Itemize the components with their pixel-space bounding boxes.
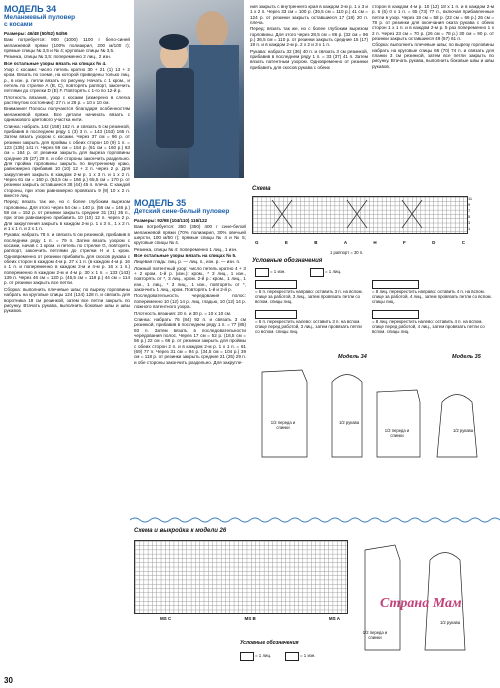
schema26-legend-purl-box [285,652,299,661]
legend-cable-left8-box [372,310,419,319]
pattern-label-35: Модель 35 [452,354,481,360]
model34-rib: Резинка, спицы № 3,5: попеременно 2 лиц., 2 изн. [4,54,112,60]
photo-illustration [134,0,244,178]
schema26-legend-purl: = 1 изн. [300,653,316,658]
model34-column [4,4,130,315]
ms-label: MS C [160,616,172,621]
model35-column [134,198,246,366]
model34-other: Все остальные узоры вязать на спицах № 4. [4,60,107,66]
schema26-legend-knit-box [240,652,254,661]
model34-back: Спинка: набрать 142 (158) 162 п. и связать 5 см резинкой, прибавив в последнем ряду 1 (3) 3 п. = 143 (153) 165 п. Затем вязать узором с косами. Через 37 см = 96 р. от резинки закрыть для проймы с обеих сторон 10 (9) 1 п. = 123 (135) 141 п. Через 59 см = 154 р. (61 см = 160 р.) 63 см = 164 р. от резинки закрыть для выреза горловины средние 25 (27) 29 п. и обе стороны закончить раздельно. Для пройма горловины закрыть по внутреннему краю, равномерно прибавив 10 (10) 12 + 2 п. через 2 р. Для закругления закрыть в каждом 2-м р. 1 х 3 п. и 1 х 2 п. Через 61 см = 160 р. (63,5 см = 166 р.) 65,5 см = 170 р. от резинки закрыть оставшиеся 38 (44) 45 п. плеча. С каждой стороны, при этом равномерно провязать 9 (9) 10 х 2 п. вместе лиц. [4,123,130,198]
model34-attention: Внимание! Полосы получаются благодаря особенностям меланжевой пряжи. Все детали начинать вязать с одинакового цветового участка нити. [4,106,130,123]
column2-sleeves: Рукава: набрать 32 (36) 40 п. и связать 3 см резинкой, прибавив в последнем ряду 1 п. = 33 (37) 41 п. Затем вязать патентным узором. Одновременно от резинки прибавить для скосов рукава с обеих [250,48,368,70]
column3-top [372,4,494,70]
pattern-label-34: Модель 34 [338,354,367,360]
arrow-label: B [314,240,318,245]
row-number: 11 [468,196,473,201]
schema26-front-back: 1/2 переда и спинки [362,630,388,640]
column3-text1: сторон в каждом 4-м р. 10 (12) 18 х 1 п. и в каждом 2-м р. 6 (6) 0 х 1 п. = 65 (73) 77 п., включая прибавленные петли в узор. Через 19 см = 58 р. (22 см = 66 р.) 26 см = 78 р. от резинки для окончания оката рукава с обеих сторон 1 х 1 п. и в каждом 2-м р. 5 раз попеременно 1 х 2 п. Через 23 см = 70 р. (26 см = 78 р.) 30 см = 90 р. от резинки закрыть оставшиеся 49 (57) 61 п. [372,4,494,42]
model35-back: Спинка: набрать 76 (84) 92 п. и связать 3 см резинкой, прибавив в последнем ряду 1 п. = 77 (85) 93 п. Затем вязать в последовательности чередования полос. Через 17 см = 52 р. (18,5 см = 56 р.) 22 см = 66 р. от резинки закрыть для проймы с обеих сторон 2 п. и в каждом 2-м р. 1 х 1 п. = 61 (69) 77 п. Через 31 см = 94 р. (34,5 см = 104 р.) 39 см = 118 р. от резинки закрыть средние 21 (25) 29 п. и обе стороны закончить раздельно. Для закругле- [134,316,246,365]
model34-title-1: Меланжевый пуловер [4,14,76,21]
legend-cable-left6-box [255,310,297,319]
legend-cable-left6: = 6 п. перекрестить налево: оставить 3 п. на вспом. спице перед работой, 3 лиц., затем провязать петли со вспом. спицы лиц. [255,319,362,334]
model35-title: Детский сине-белый пуловер [134,208,230,215]
column2-front: Перед: вязать так же, но с более глубоким вырезом горловины. Для этого через 28,5 см = 86 р. (32 см = 96 р.) 36,5 см = 110 р. от резинки закрыть средние 15 (17) 19 п. и в каждом 2-м р. 2 х 2 и 3 х 1 п. [250,26,368,48]
schema26-title: Схема и выкройка к модели 26 [134,528,227,534]
ms-label: MS B [244,616,256,621]
legend-cable-right6-box [255,280,297,289]
arrow-label: C [461,240,465,245]
legend-knit: = 1 лиц. [325,269,342,274]
model34-materials: Вам потребуется: 900 (1000) 1100 г бело-синей меланжевой пряжи (100% полиакрил, 200 м/100 г); прямые спицы № 3,5 и № 4; круговые спицы № 3,5. [4,37,130,54]
arrow-label: F [403,240,406,245]
arrow-label: A [343,240,348,245]
legend-title: Условные обозначения [252,258,323,264]
model34-number: МОДЕЛЬ 34 [4,4,57,14]
model35-sequence: Последовательность чередования полос: попеременно 10 (12) 14 р. лиц. гладью, 10 (12) 14 р. ложного патентного узора. [134,293,246,310]
pattern35-front-back: 1/2 переда и спинки [384,428,410,438]
ms-label: MS A [328,616,340,621]
row-number: 1 [468,226,471,231]
model34-front: Перед: вязать так же, но с более глубоким вырезом горловины. Для этого через 54 см = 140 р. (56 см = 146 р.) 58 см = 152 р. от резинки закрыть средние 31 (31) 35 п., при этом равномерно прибавить 10 (10) 12 п. через 2 р. Для закругления закрыть в каждом 2-м р. 1 х 3 п., 1 х 2 п. и 1 х 1 п. и 2 х 1 п. [4,199,130,232]
schema26-grid [134,540,348,614]
schema26-sleeve: 1/2 рукава [439,620,461,625]
column2-top [250,4,368,71]
pattern-diagrams [252,362,496,462]
pattern34-front-back: 1/2 переда и спинки [270,420,296,430]
wave-divider [130,516,500,524]
schema-arrows [255,240,465,245]
arrow-label: H [373,240,377,245]
rapport-label: 1 раппорт = 30 п. [330,250,364,255]
legend-knit-box [310,268,324,277]
model35-other: Все остальные узоры вязать на спицах № 5. [134,253,237,259]
page-number: 30 [4,676,13,685]
schema26-ms-labels [160,616,340,621]
legend-cable-left8: = 8 лиц. перекрестить налево: оставить 4 п. на вспом. спице перед работой, 4 лиц., затем провязать петли со вспом. спицы лиц. [372,319,485,334]
arrow-label: D [432,240,436,245]
model35-density: Плотность вязания: 20 п. и 30 р. = 10 х 10 см. [134,310,232,316]
model34-sleeves: Рукава: набрать 78 п. и связать 5 см резинкой, прибавив в последнем ряду 1 п. = 79 п. Затем вязать узором с косами, начав с 1 кром. и петель по стрелке G, повторять раппорт, закончить петлями до стрелки H и 1 кром. Одновременно от резинки прибавить для скосов рукава с обеих сторон в каждом 4-м р. 27 х 1 п. (в каждом 4-м р. 16 х 1 п. и попеременно в каждом 2-м и 4-м р. 16 х 1 п.) попеременно в каждом 2-м и 4-м р. 30 х 1 п. = 133 (143) 139 п. Через 46 см = 120 р. (45,5 см = 118 р.) 44 см = 114 р. от резинки закрыть все петли. [4,232,130,286]
arrow-label: G [255,240,259,245]
model34-title-2: с косами [4,21,33,28]
legend-cable-right6: = 6 п. перекрестить направо: оставить 3 п. на вспом. спице за работой, 3 лиц., затем провязать петли со вспом. спицы лиц. [255,289,363,304]
pattern34-sleeve: 1/2 рукава [338,420,360,425]
column3-assembly: Сборка: выполнить плечевые швы; по вырезу горловины набрать на круговые спицы 66 (70) 74 п. и связать для планки 3 см резинкой, затем все петли закрыть по рисунку. Втачать рукава, выполнить боковые швы и швы рукавов. [372,42,494,69]
model-photo [134,0,244,178]
row-number: 5 [468,214,471,219]
model34-braid: Узор с косами: число петель кратно 30 + 21 (1) 13 + 2 кром. Вязать по схеме, на которой приведены только лиц. р., в изн. р. петли вязать по рисунку. Начать с 1 кром., и петель по стрелке А (В, С), повторять раппорт, закончить петлями до стрелки D (E) F. Повторять с 1-го по 12-й р. [4,67,130,94]
row-number: 3 [468,220,471,225]
model35-number: МОДЕЛЬ 35 [134,198,187,208]
braid-chart-cables [252,196,466,232]
model35-front-stitch: Лицевая гладь: лиц. р. — лиц. п., изн. р. — изн. п. [134,259,241,265]
model35-patent: Ложный патентный узор: число петель кратно 4 + 3 + 2 кром. 1-й р. (изн.): кром., * 3 лиц., 1 изн., повторять от *, 3 лиц., кром. 2-й р.: кром., 1 лиц., 1 изн., 1 лиц., * 3 лиц., 1 изн., повторять от *, закончить 1 лиц., кром. Повторять 1-й и 2-й р. [134,265,246,293]
legend-purl-box [255,268,269,277]
model34-density: Плотность вязания, узор с косами (измерено в слегка растянутом состоянии): 27 п. и 26 р. = 10 х 10 см. [4,94,130,106]
watermark: Страна Мам [380,596,462,611]
model35-materials: Вам потребуется: 350 (350) 400 г сине-белой меланжевой пряжи (70% полиакрил, 30% овечьей шерсти, 100 м/50 г); прямые спицы № 4 и № 5; круговые спицы № 4. [134,224,246,246]
model35-size: Размеры: 92/98 (104/110) 116/122 [134,218,208,223]
model34-size: Размеры: 46/48 (50/52) 54/56 [4,31,68,36]
row-number: 9 [468,202,471,207]
schema-title: Схема [252,186,271,192]
schema-row-numbers [468,196,472,232]
arrow-label: E [284,240,288,245]
column2-text1: ния закрыть с внутреннего края в каждом 2-м р. 1 х 3 и 1 х 2 п. Через 33 см = 100 р. (36,5 см = 110 р.) 41 см = 124 р. от резинки закрыть оставшиеся 17 (18) 20 п. плеча. [250,4,368,26]
model35-rib: Резинка, спицы № 4: попеременно 1 лиц., 1 изн. [134,246,238,252]
schema26-legend-knit: = 1 лиц. [255,653,272,658]
pattern35-sleeve: 1/2 рукава [452,428,474,433]
schema26-legend-title: Условные обозначения [240,640,299,646]
row-number: 7 [468,208,471,213]
legend-cable-right8: = 8 лиц. перекрестить направо: оставить 4 п. на вспом. спице за работой, 4 лиц., затем провязать петли со вспом. спицы лиц. [372,289,492,304]
legend-cable-right8-box [372,280,419,289]
legend-purl: = 1 изн. [270,269,286,274]
model34-assembly: Сборка: выполнить плечевые швы; по вырезу горловины набрать на круговые спицы 124 (124) 128 п. и связать для воротника 18 см резинкой, затем все петли закрыть по рисунку. Втачать рукава, выполнить боковые швы и швы рукавов. [4,286,130,314]
